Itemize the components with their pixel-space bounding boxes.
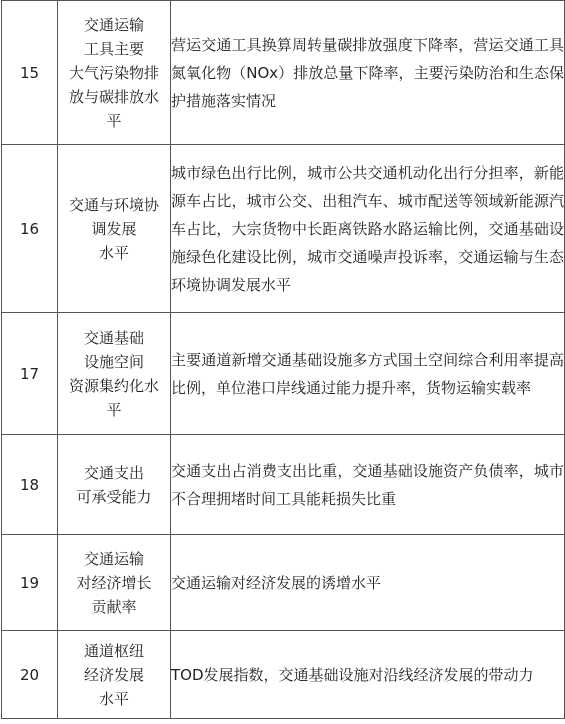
indicator-name-line: 平 [106,111,122,130]
indicator-name [58,435,171,535]
indicator-name [58,145,171,313]
indicator-name-line: 经济发展 [83,665,144,684]
indicator-name-line: 对经济增长 [76,573,152,592]
indicator-table [1,0,565,719]
indicator-name-line: 工具主要 [83,39,144,58]
indicator-description: 主要通道新增交通基础设施多方式国土空间综合利用率提高比例，单位港口岸线通过能力提升率，货物运输实载率 [171,313,565,435]
indicator-name-line: 水平 [98,689,129,708]
row-number: 16 [2,145,58,313]
indicator-description: 交通运输对经济发展的诱增水平 [171,535,565,631]
indicator-name-line: 设施空间 [83,352,144,371]
table-row [2,1,565,145]
indicator-name-line: 平 [106,400,122,419]
indicator-name-line: 交通运输 [83,15,144,34]
row-number: 15 [2,1,58,145]
indicator-name-line: 贡献率 [91,597,137,616]
row-number: 20 [2,631,58,719]
table-row [2,145,565,313]
indicator-name-line: 资源集约化水 [68,376,159,395]
indicator-description: TOD发展指数，交通基础设施对沿线经济发展的带动力 [171,631,565,719]
indicator-name-line: 交通与环境协 [68,195,159,214]
indicator-name [58,535,171,631]
row-number: 18 [2,435,58,535]
indicator-name [58,313,171,435]
indicator-name-line: 交通基础 [83,328,144,347]
indicator-description: 营运交通工具换算周转量碳排放强度下降率，营运交通工具氮氧化物（NOx）排放总量下降率，主要污染防治和生态保护措施落实情况 [171,1,565,145]
indicator-name-line: 水平 [98,243,129,262]
table-row [2,631,565,719]
indicator-description: 城市绿色出行比例，城市公共交通机动化出行分担率，新能源车占比，城市公交、出租汽车、城市配送等领域新能源汽车占比，大宗货物中长距离铁路水路运输比例，交通基础设施绿色化建设比例，城市交通噪声投诉率，交通运输与生态环境协调发展水平 [171,145,565,313]
table-row [2,313,565,435]
indicator-name-line: 放与碳排放水 [68,87,159,106]
indicator-name [58,1,171,145]
indicator-name-line: 调发展 [91,219,137,238]
indicator-name-line: 可承受能力 [76,487,152,506]
indicator-name [58,631,171,719]
table-row [2,535,565,631]
indicator-description: 交通支出占消费支出比重，交通基础设施资产负债率，城市不合理拥堵时间工具能耗损失比重 [171,435,565,535]
indicator-name-line: 大气污染物排 [68,63,159,82]
indicator-name-line: 交通运输 [83,549,144,568]
row-number: 17 [2,313,58,435]
row-number: 19 [2,535,58,631]
indicator-name-line: 交通支出 [83,463,144,482]
indicator-name-line: 通道枢纽 [83,641,144,660]
table-row [2,435,565,535]
